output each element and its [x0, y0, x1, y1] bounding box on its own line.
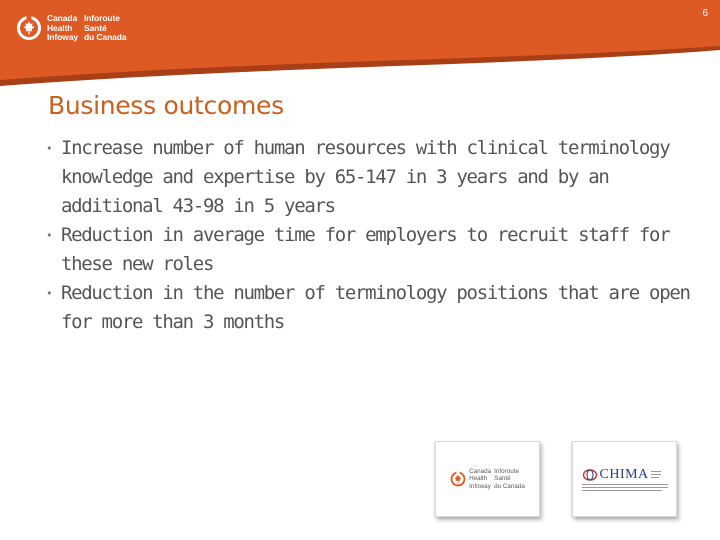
chima-tagline-lines	[582, 484, 668, 491]
infoway-logo[interactable]	[16, 14, 127, 43]
logo-word: Health	[469, 475, 488, 483]
logo-word: Inforoute	[494, 468, 519, 476]
bullet-dot-icon: •	[46, 287, 53, 300]
bullet-dot-icon: •	[46, 229, 53, 242]
bullet-text: Reduction in the number of terminology positions that are open for more than 3 months	[61, 282, 690, 333]
chima-partner-card[interactable]	[572, 441, 677, 517]
logo-word: Infoway	[469, 482, 491, 490]
logo-word: Santé	[83, 22, 107, 33]
infoway-partner-card[interactable]	[435, 441, 540, 517]
bullet-item	[46, 134, 706, 221]
slide-title: Business outcomes	[48, 91, 284, 120]
bullet-list	[46, 134, 706, 337]
chima-fine-print-icon	[651, 470, 661, 479]
chima-logo	[582, 468, 668, 491]
bullet-text: Increase number of human resources with clinical terminology knowledge and expertise by 65-147 in 3 years and by an additional 43-98 in 5 years	[61, 137, 670, 217]
bullet-dot-icon: •	[46, 142, 53, 155]
bullet-item	[46, 221, 706, 279]
chima-logo-icon	[582, 468, 598, 482]
infoway-logo-icon	[450, 471, 466, 487]
infoway-maple-leaf-logo-icon	[16, 15, 42, 41]
logo-word: Canada	[47, 13, 78, 23]
bullet-item	[46, 279, 706, 337]
logo-word: Inforoute	[83, 13, 120, 23]
logo-word: Canada	[469, 468, 492, 476]
bullet-text: Reduction in average time for employers to recruit staff for these new roles	[61, 224, 670, 275]
chima-wordmark: CHIMA	[599, 466, 649, 482]
logo-word: Santé	[494, 475, 511, 483]
logo-word: Infoway	[47, 32, 78, 42]
logo-word: du Canada	[83, 32, 127, 42]
page-number: 6	[702, 8, 708, 19]
logo-word: du Canada	[494, 482, 525, 490]
logo-word: Health	[47, 22, 73, 33]
header-banner	[0, 0, 720, 90]
